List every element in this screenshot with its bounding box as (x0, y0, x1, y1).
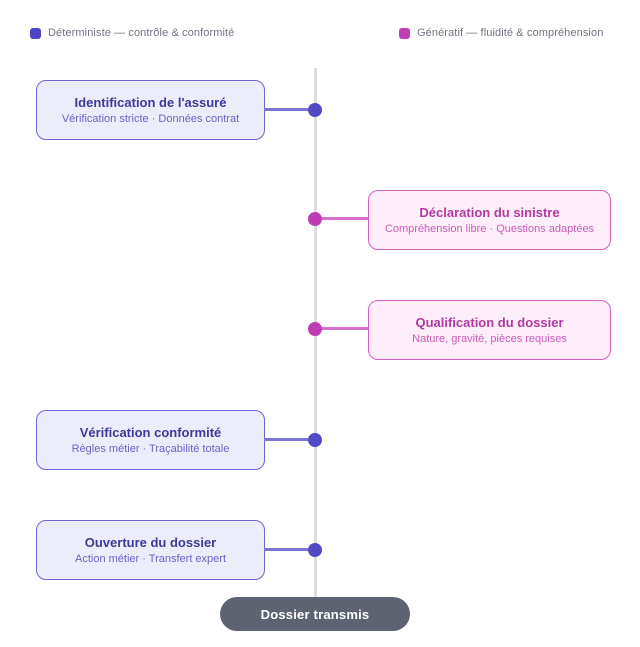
step-card-declaration (368, 190, 611, 250)
timeline-dot-ouverture (308, 543, 322, 557)
timeline-dot-declaration (308, 212, 322, 226)
step-subtitle: Vérification stricte · Données contrat (61, 113, 240, 125)
step-card-ouverture (36, 520, 265, 580)
step-card-identification (36, 80, 265, 140)
connector-ouverture (264, 548, 308, 551)
end-status-pill (220, 597, 410, 631)
step-card-conformite (36, 410, 265, 470)
step-title: Identification de l'assuré (74, 95, 227, 110)
end-status-label: Dossier transmis (260, 606, 370, 622)
step-card-qualification (368, 300, 611, 360)
connector-qualification (322, 327, 368, 330)
legend-label-generative: Génératif — fluidité & compréhension (417, 27, 604, 39)
step-title: Qualification du dossier (415, 315, 564, 330)
connector-identification (264, 108, 308, 111)
step-subtitle: Nature, gravité, pièces requises (412, 333, 567, 345)
step-title: Déclaration du sinistre (419, 205, 560, 220)
step-title: Vérification conformité (79, 425, 222, 440)
connector-declaration (322, 217, 368, 220)
step-title: Ouverture du dossier (84, 535, 217, 550)
step-subtitle: Compréhension libre · Questions adaptées (384, 223, 595, 235)
legend-swatch-deterministic (30, 28, 41, 39)
step-subtitle: Règles métier · Traçabilité totale (71, 443, 230, 455)
timeline-dot-conformite (308, 433, 322, 447)
step-subtitle: Action métier · Transfert expert (75, 553, 226, 565)
timeline-dot-identification (308, 103, 322, 117)
connector-conformite (264, 438, 308, 441)
legend-item-generative (399, 27, 603, 39)
legend-item-deterministic (30, 27, 234, 39)
timeline-dot-qualification (308, 322, 322, 336)
legend-swatch-generative (399, 28, 410, 39)
legend-label-deterministic: Déterministe — contrôle & conformité (48, 27, 235, 39)
